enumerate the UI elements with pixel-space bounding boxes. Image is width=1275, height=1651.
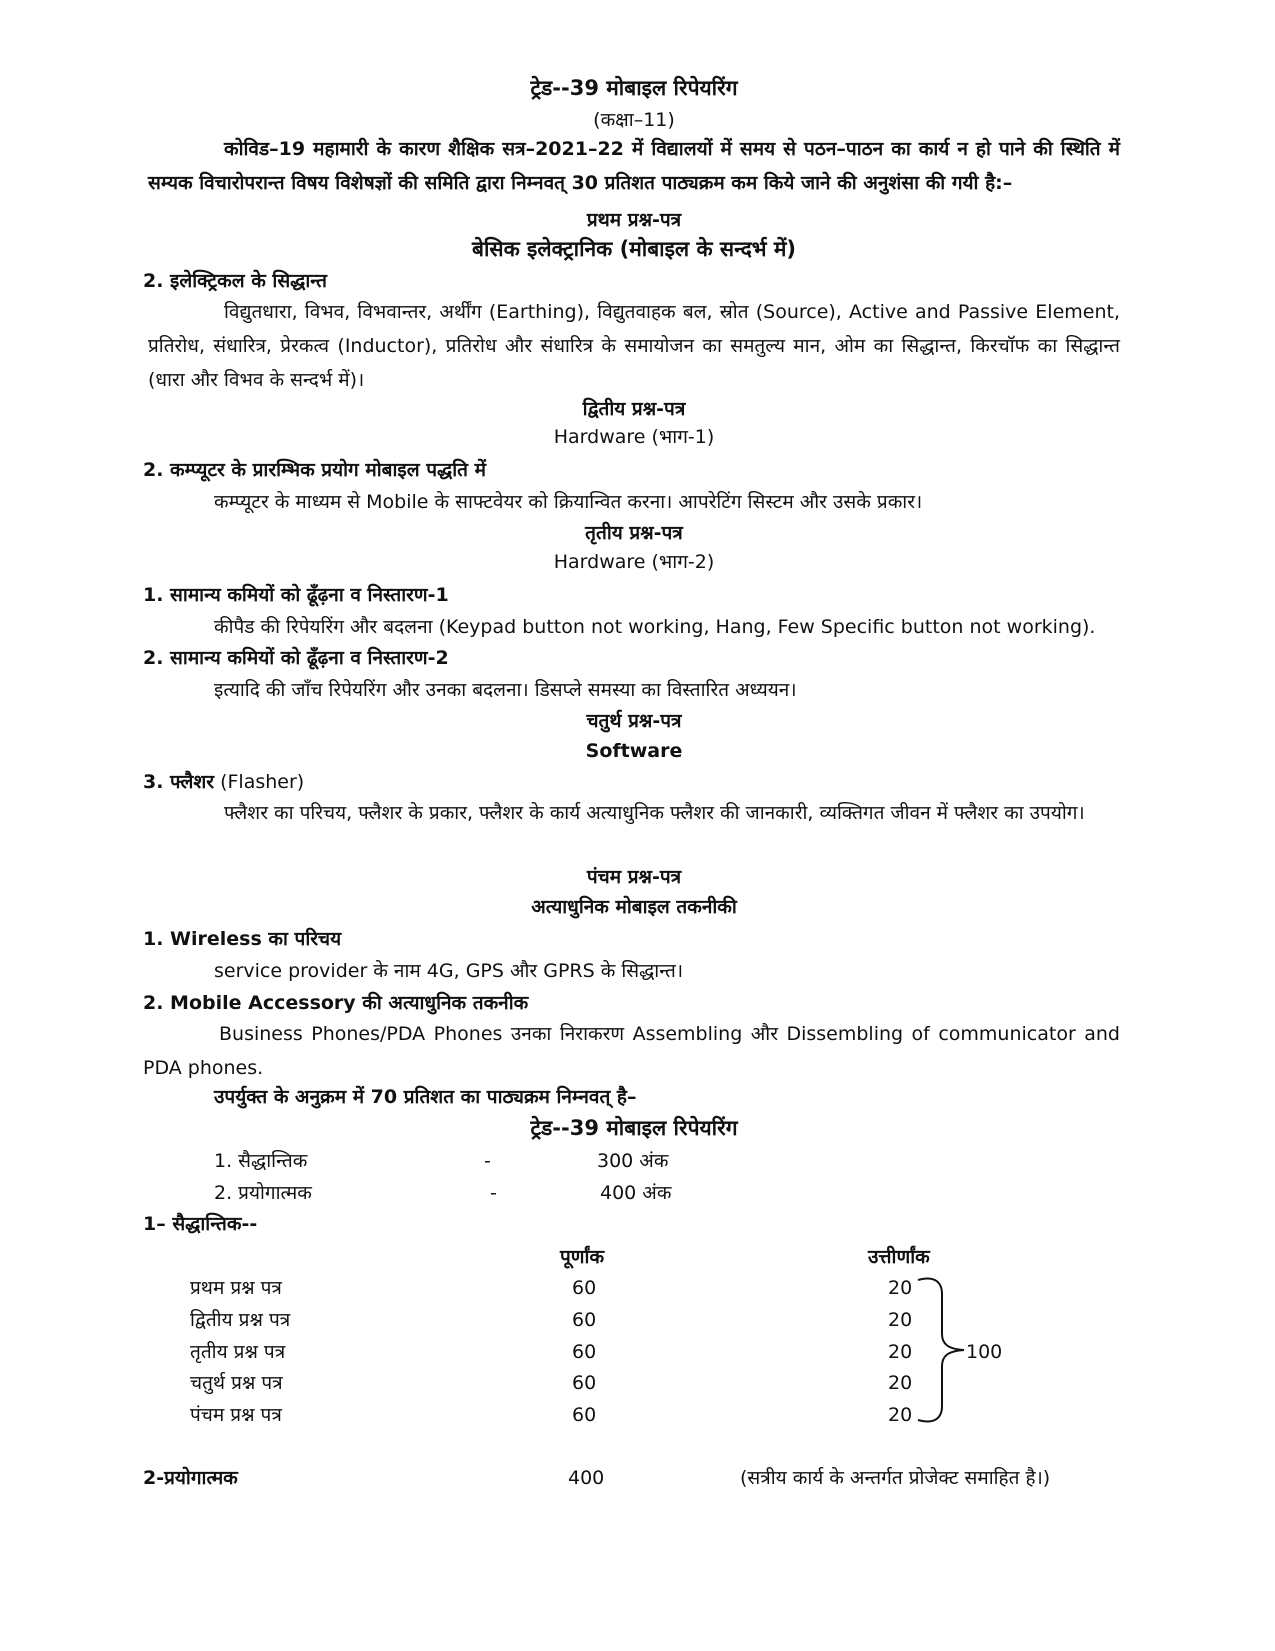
paper3-item1-text: कीपैड की रिपेयरिंग और बदलना (Keypad button not working, Hang, Few Specific button not working). [214, 616, 1096, 638]
paper3-subheading: Hardware (भाग-2) [553, 551, 715, 573]
table-row-full: 60 [572, 1277, 597, 1299]
table-row-full: 60 [572, 1372, 597, 1394]
table-row-pass: 20 [888, 1309, 913, 1331]
paper5-item2-text: Business Phones/PDA Phones उनका निराकरण Assembling और Dissembling of communicator and PDA phones. [143, 1023, 1120, 1079]
right-brace-icon [910, 1272, 970, 1427]
table-row-paper: पंचम प्रश्न पत्र [190, 1404, 282, 1426]
paper2-heading: द्वितीय प्रश्न-पत्र [582, 398, 686, 420]
pass-total: 100 [966, 1341, 1003, 1363]
paper1-heading: प्रथम प्रश्न-पत्र [586, 209, 682, 231]
table-row-paper: प्रथम प्रश्न पत्र [190, 1277, 282, 1299]
summary-row-label: 1. सैद्धान्तिक [214, 1150, 308, 1172]
col-header-full: पूर्णांक [560, 1246, 605, 1268]
summary-row-value: 400 अंक [600, 1182, 672, 1204]
table-row-pass: 20 [888, 1341, 913, 1363]
summary-title: ट्रेड--39 मोबाइल रिपेयरिंग [530, 1116, 738, 1140]
paper3-item2-text: इत्यादि की जाँच रिपेयरिंग और उनका बदलना। डिसप्ले समस्या का विस्तारित अध्ययन। [214, 679, 797, 701]
paper4-item-title: 3. फ्लैशर [143, 771, 215, 793]
paper2-item-title: 2. कम्प्यूटर के प्रारम्भिक प्रयोग मोबाइल पद्धति में [143, 459, 486, 481]
page-title: ट्रेड--39 मोबाइल रिपेयरिंग [530, 76, 738, 100]
summary-row-dash: - [490, 1182, 497, 1204]
table-row-full: 60 [572, 1341, 597, 1363]
practical-value: 400 [568, 1467, 605, 1489]
table-row-full: 60 [572, 1309, 597, 1331]
paper2-subheading: Hardware (भाग-1) [553, 426, 715, 448]
practical-heading: 2-प्रयोगात्मक [143, 1467, 238, 1489]
theory-heading: 1– सैद्धान्तिक-- [143, 1213, 258, 1235]
table-row-paper: तृतीय प्रश्न पत्र [190, 1341, 286, 1363]
paper5-item1-title: 1. Wireless का परिचय [143, 928, 342, 950]
intro-paragraph: कोविड–19 महामारी के कारण शैक्षिक सत्र–2021–22 में विद्यालयों में समय से पठन–पाठन का कार्य न हो पाने की स्थिति में सम्यक विचारोपरान्त विषय विशेषज्ञों की समिति द्वारा निम्नवत् 30 प्रतिशत पाठ्यक्रम कम किये जाने की अनुशंसा की गयी है:– [148, 138, 1120, 194]
paper3-heading: तृतीय प्रश्न-पत्र [585, 522, 683, 544]
paper3-item1-title: 1. सामान्य कमियों को ढूँढ़ना व निस्तारण-1 [143, 584, 449, 606]
paper4-item-title-suffix: (Flasher) [220, 771, 305, 793]
summary-row-value: 300 अंक [597, 1150, 669, 1172]
paper5-item1-text: service provider के नाम 4G, GPS और GPRS के सिद्धान्त। [214, 960, 684, 982]
paper4-item-title-line [143, 770, 304, 794]
paper4-heading: चतुर्थ प्रश्न-पत्र [586, 710, 682, 732]
table-row-full: 60 [572, 1404, 597, 1426]
paper1-subheading: बेसिक इलेक्ट्रानिक (मोबाइल के सन्दर्भ में) [471, 237, 796, 261]
summary-row-label: 2. प्रयोगात्मक [214, 1182, 312, 1204]
summary-row-dash: - [484, 1150, 491, 1172]
table-row-paper: चतुर्थ प्रश्न पत्र [190, 1372, 283, 1394]
paper1-item-text: विद्युतधारा, विभव, विभवान्तर, अर्थींग (Earthing), विद्युतवाहक बल, स्रोत (Source), Active and Passive Element, प्रतिरोध, संधारित्र, प्रेरकत्व (Inductor), प्रतिरोध और संधारित्र के समायोजन का समतुल्य मान, ओम का सिद्धान्त, किरचॉफ का सिद्धान्त (धारा और विभव के सन्दर्भ में)। [148, 301, 1120, 391]
paper2-item-text: कम्प्यूटर के माध्यम से Mobile के साफ्टवेयर को क्रियान्वित करना। आपरेटिंग सिस्टम और उसके प्रकार। [214, 491, 923, 513]
paper1-item-title: 2. इलेक्ट्रिकल के सिद्धान्त [143, 270, 327, 292]
paper5-heading: पंचम प्रश्न-पत्र [586, 866, 682, 888]
class-label: (कक्षा–11) [593, 109, 675, 131]
table-row-pass: 20 [888, 1372, 913, 1394]
table-row-pass: 20 [888, 1277, 913, 1299]
paper5-subheading: अत्याधुनिक मोबाइल तकनीकी [531, 896, 737, 918]
col-header-pass: उत्तीर्णांक [868, 1246, 930, 1268]
table-row-pass: 20 [888, 1404, 913, 1426]
paper4-item-text: फ्लैशर का परिचय, फ्लैशर के प्रकार, फ्लैशर के कार्य अत्याधुनिक फ्लैशर की जानकारी, व्यक्तिगत जीवन में फ्लैशर का उपयोग। [224, 802, 1085, 824]
summary-intro: उपर्युक्त के अनुक्रम में 70 प्रतिशत का पाठ्यक्रम निम्नवत् है– [214, 1086, 637, 1108]
paper5-item2-title: 2. Mobile Accessory की अत्याधुनिक तकनीक [143, 992, 529, 1014]
paper3-item2-title: 2. सामान्य कमियों को ढूँढ़ना व निस्तारण-2 [143, 647, 449, 669]
practical-note: (सत्रीय कार्य के अन्तर्गत प्रोजेक्ट समाहित है।) [740, 1467, 1051, 1489]
paper4-subheading: Software [585, 740, 683, 762]
table-row-paper: द्वितीय प्रश्न पत्र [190, 1309, 291, 1331]
